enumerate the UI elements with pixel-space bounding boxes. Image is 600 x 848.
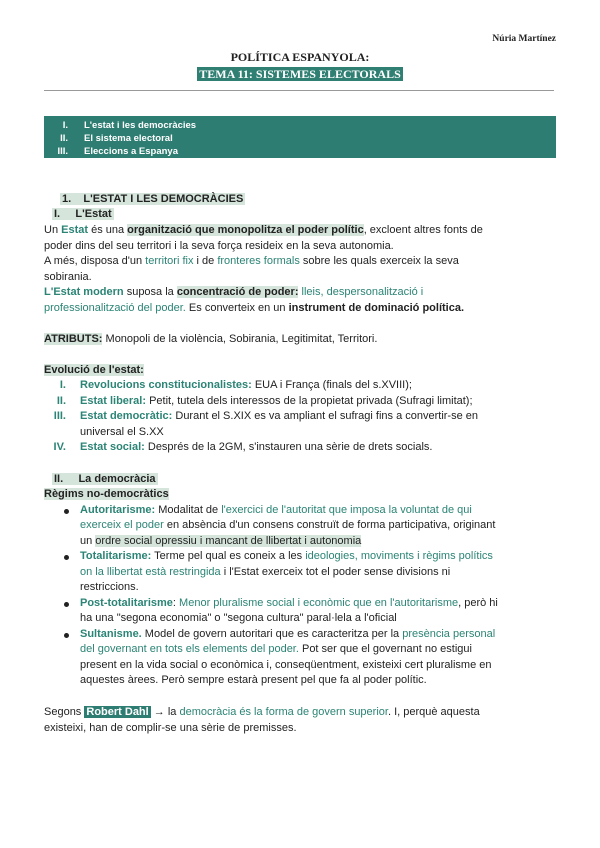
text: Es converteix en un — [185, 302, 289, 314]
teal-term: democràcia és la forma de govern superior — [179, 706, 388, 718]
paragraph-line — [44, 254, 459, 270]
bullet-dot — [64, 555, 69, 560]
text: és una — [88, 224, 128, 236]
text: Modalitat de — [155, 504, 222, 516]
subsection-title: La democràcia — [78, 473, 156, 485]
text: suposa la — [123, 286, 177, 298]
section-number: 1. — [62, 193, 72, 205]
bullet-term: Autoritarisme: — [80, 504, 156, 516]
text: Pot ser que el governant no estigui — [298, 643, 472, 655]
bullet-line — [80, 565, 450, 581]
text: , excloent altres fonts de — [363, 224, 483, 236]
robert-dahl-highlight: Robert Dahl — [86, 706, 149, 718]
toc-item-label: Eleccions a Espanya — [84, 146, 178, 157]
dahl-line: existeixi, han de complir-se una sèrie de premisses. — [44, 722, 297, 734]
text: Model de govern autoritari que es caracteritza per la — [141, 628, 403, 640]
atributs-label: ATRIBUTS: — [44, 333, 103, 345]
teal-term: fronteres formals — [217, 255, 300, 267]
toc-item-number: II. — [60, 133, 68, 144]
text: i de — [193, 255, 218, 267]
bullet-line — [80, 596, 498, 612]
subsection-number: I. — [54, 208, 61, 220]
text: Terme pel qual es coneix a les — [151, 550, 306, 562]
heading-text: Evolució de l'estat: — [44, 364, 144, 376]
teal-term: l'exercici de l'autoritat que imposa la voluntat de qui — [221, 504, 472, 516]
document-subtitle: TEMA 11: SISTEMES ELECTORALS — [199, 67, 401, 81]
teal-term: presència personal — [402, 628, 496, 640]
bullet-term: Totalitarisme: — [80, 550, 152, 562]
section-title: L'ESTAT I LES DEMOCRÀCIES — [83, 193, 244, 205]
list-term: Estat liberal: — [80, 395, 147, 407]
text: Segons — [44, 706, 85, 718]
teal-term: Menor pluralisme social i econòmic que en l'autoritarisme — [179, 597, 459, 609]
list-item-continuation: universal el S.XX — [80, 426, 164, 438]
definition-highlight: organització que monopolitza el poder polític — [127, 224, 364, 236]
table-of-contents — [44, 116, 556, 158]
document-title: POLÍTICA ESPANYOLA: — [230, 50, 370, 64]
text: EUA i França (finals del s.XVIII); — [251, 379, 412, 391]
definition-highlight: concentració de poder: — [176, 286, 299, 298]
text: , però hi — [458, 597, 498, 609]
paragraph-line: poder dins del seu territori i la seva força resideix en la seva autonomia. — [44, 240, 394, 252]
subtitle-wrap — [0, 65, 600, 83]
text: un — [80, 535, 96, 547]
bullet-line: aquestes àrees. Però sempre estarà present pel que fa al poder polític. — [80, 674, 427, 686]
text: . I, perquè aquesta — [387, 706, 480, 718]
text: en absència d'un consens construït de forma participativa, originant — [163, 519, 496, 531]
teal-term: exerceix el poder — [80, 519, 164, 531]
toc-item-number: I. — [62, 120, 68, 131]
bullet-line — [80, 534, 361, 550]
text: A més, disposa d'un — [44, 255, 146, 267]
bullet-line — [80, 627, 495, 643]
regims-heading — [44, 487, 169, 503]
toc-item-number: III. — [57, 146, 68, 157]
subsection-heading — [52, 207, 114, 223]
text: → la — [150, 706, 180, 718]
bullet-dot — [64, 509, 69, 514]
toc-item-label: L'estat i les democràcies — [84, 120, 197, 131]
text: Monopoli de la violència, Sobirania, Legitimitat, Territori. — [102, 333, 378, 345]
list-term: Estat social: — [80, 441, 145, 453]
subsection-number: II. — [54, 473, 64, 485]
bullet-line — [80, 518, 495, 534]
text: Petit, tutela dels interessos de la propietat privada (Sufragi limitat); — [146, 395, 473, 407]
teal-term: on la llibertat està restringida — [80, 566, 221, 578]
bullet-term: Sultanisme. — [80, 628, 142, 640]
paragraph-line — [44, 223, 483, 239]
text: Un — [44, 224, 62, 236]
paragraph-line — [44, 301, 464, 317]
text: sobre les quals exerceix la seva — [299, 255, 459, 267]
author-name: Núria Martínez — [492, 34, 556, 44]
list-number: I. — [59, 379, 66, 391]
bullet-line: present en la vida social o econòmica i, conseqüentment, existeixi cert pluralisme en — [80, 659, 492, 671]
list-number: III. — [53, 410, 66, 422]
bullet-dot — [64, 602, 69, 607]
text: Durant el S.XIX es va ampliant el sufragi fins a convertir-se en — [172, 410, 479, 422]
atributs-line — [44, 332, 377, 348]
definition-highlight: ordre social opressiu i mancant de llibertat i autonomia — [95, 535, 362, 547]
text: Després de la 2GM, s'instauren una sèrie de drets socials. — [144, 441, 433, 453]
bullet-line — [80, 642, 472, 658]
heading-text: Règims no-democràtics — [44, 488, 169, 500]
teal-term: lleis, despersonalització i — [298, 286, 424, 298]
subsection-title: L'Estat — [75, 208, 112, 220]
bullet-line — [80, 503, 472, 519]
bullet-dot — [64, 633, 69, 638]
toc-item-label: El sistema electoral — [84, 133, 173, 144]
evolucio-heading — [44, 363, 144, 379]
list-number: II. — [56, 395, 66, 407]
term-estat-modern: L'Estat modern — [44, 286, 124, 298]
teal-term: territori fix — [145, 255, 194, 267]
bullet-line: restriccions. — [80, 581, 139, 593]
header-divider — [44, 90, 554, 91]
section-heading — [60, 192, 245, 208]
paragraph-line — [44, 285, 423, 301]
subsection-heading — [52, 472, 158, 488]
teal-term: professionalització del poder. — [44, 302, 186, 314]
bullet-line: ha una "segona economia" o "segona cultura" paral·lela a l'oficial — [80, 612, 397, 624]
list-number: IV. — [53, 441, 66, 453]
text: i l'Estat exerceix tot el poder sense divisions ni — [220, 566, 451, 578]
teal-term: ideologies, moviments i règims polítics — [305, 550, 493, 562]
term-estat: Estat — [61, 224, 89, 236]
list-term: Revolucions constitucionalistes: — [80, 379, 252, 391]
text: : — [172, 597, 180, 609]
dahl-line — [44, 705, 480, 721]
bullet-line — [80, 549, 493, 565]
list-term: Estat democràtic: — [80, 410, 173, 422]
paragraph-line: sobirania. — [44, 271, 92, 283]
bullet-term: Post-totalitarisme — [80, 597, 173, 609]
bold-term: instrument de dominació política. — [288, 302, 465, 314]
teal-term: del governant en tots els elements del poder. — [80, 643, 299, 655]
